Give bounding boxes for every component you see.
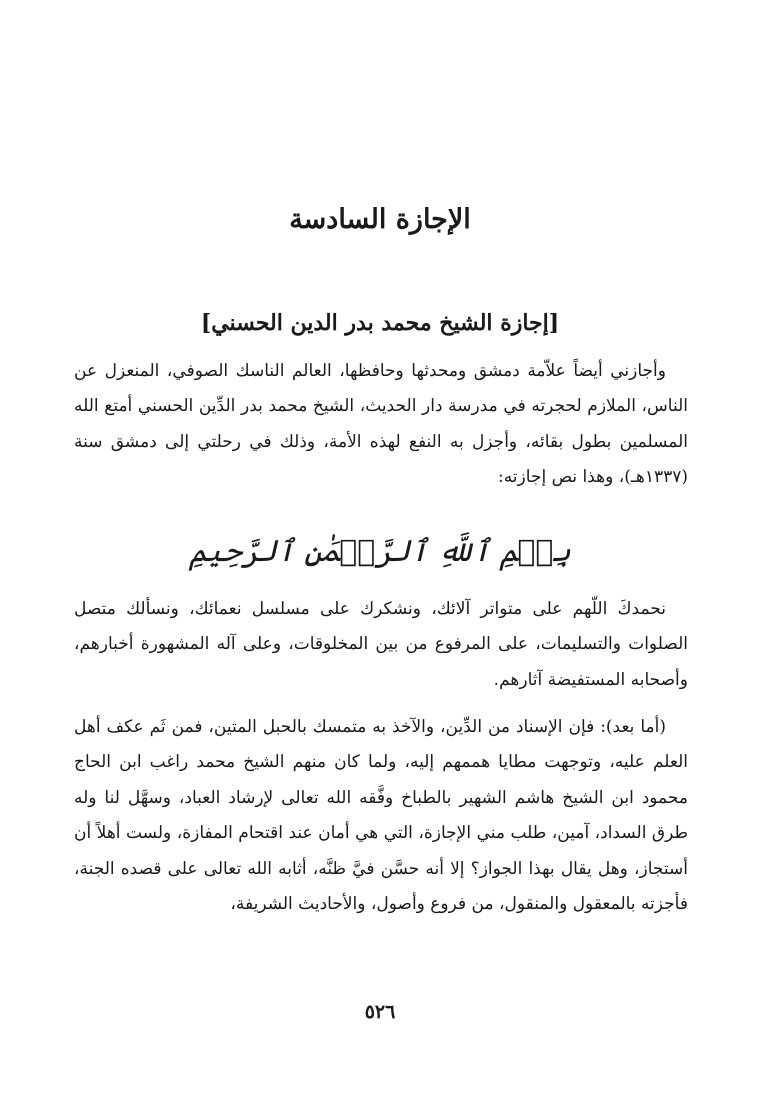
ijaza-paragraph <box>74 710 688 922</box>
section-title: [إجازة الشيخ محمد بدر الدين الحسني] <box>200 310 560 336</box>
ijaza-paragraph-text: (أما بعد): فإن الإسناد من الدِّين، والآخذ به متمسك بالحبل المتين، فمن ثَم عكف أهل العلم عليه، وتوجهت مطايا هممهم إليه، ولما كان منهم الشيخ محمد راغب ابن الحاج محمود ابن الشيخ هاشم الشهير بالطباخ وفَّقه الله تعالى لإرشاد العباد، وسهَّل لنا وله طرق السداد، آمين، طلب مني الإجازة، التي هي أمان عند اقتحام المفازة، ولست أهلاً أن أستجاز، وهل يقال بهذا الجواز؟ إلا أنه حسَّن فيَّ ظنَّه، أثابه الله تعالى على قصده الجنة، فأجزته بالمعقول والمنقول، من فروع وأصول، والأحاديث الشريفة، <box>74 717 688 915</box>
page-number: ٥٢٦ <box>364 1001 396 1023</box>
praise-paragraph <box>74 592 688 698</box>
chapter-title: الإجازة السادسة <box>289 204 471 235</box>
basmala: بِسۡمِ ٱللَّهِ ٱلرَّحۡمَٰنِ ٱلرَّحِيمِ <box>189 534 571 569</box>
praise-paragraph-text: نحمدكَ اللّهم على متواتر آلائك، ونشكرك على مسلسل نعمائك، ونسألك متصل الصلوات والتسليمات، على المرفوع من بين المخلوقات، وعلى آله المشهورة أخبارهم، وأصحابه المستفيضة آثارهم. <box>74 599 688 690</box>
intro-paragraph-text: وأجازني أيضاً علاّمة دمشق ومحدثها وحافظها، العالم الناسك الصوفي، المنعزل عن الناس، الملازم لحجرته في مدرسة دار الحديث، الشيخ محمد بدر الدِّين الحسني أمتع الله المسلمين بطول بقائه، وأجزل به النفع لهذه الأمة، وذلك في رحلتي إلى دمشق سنة (١٣٣٧هـ)، وهذا نص إجازته: <box>74 361 688 488</box>
intro-paragraph <box>74 354 688 496</box>
